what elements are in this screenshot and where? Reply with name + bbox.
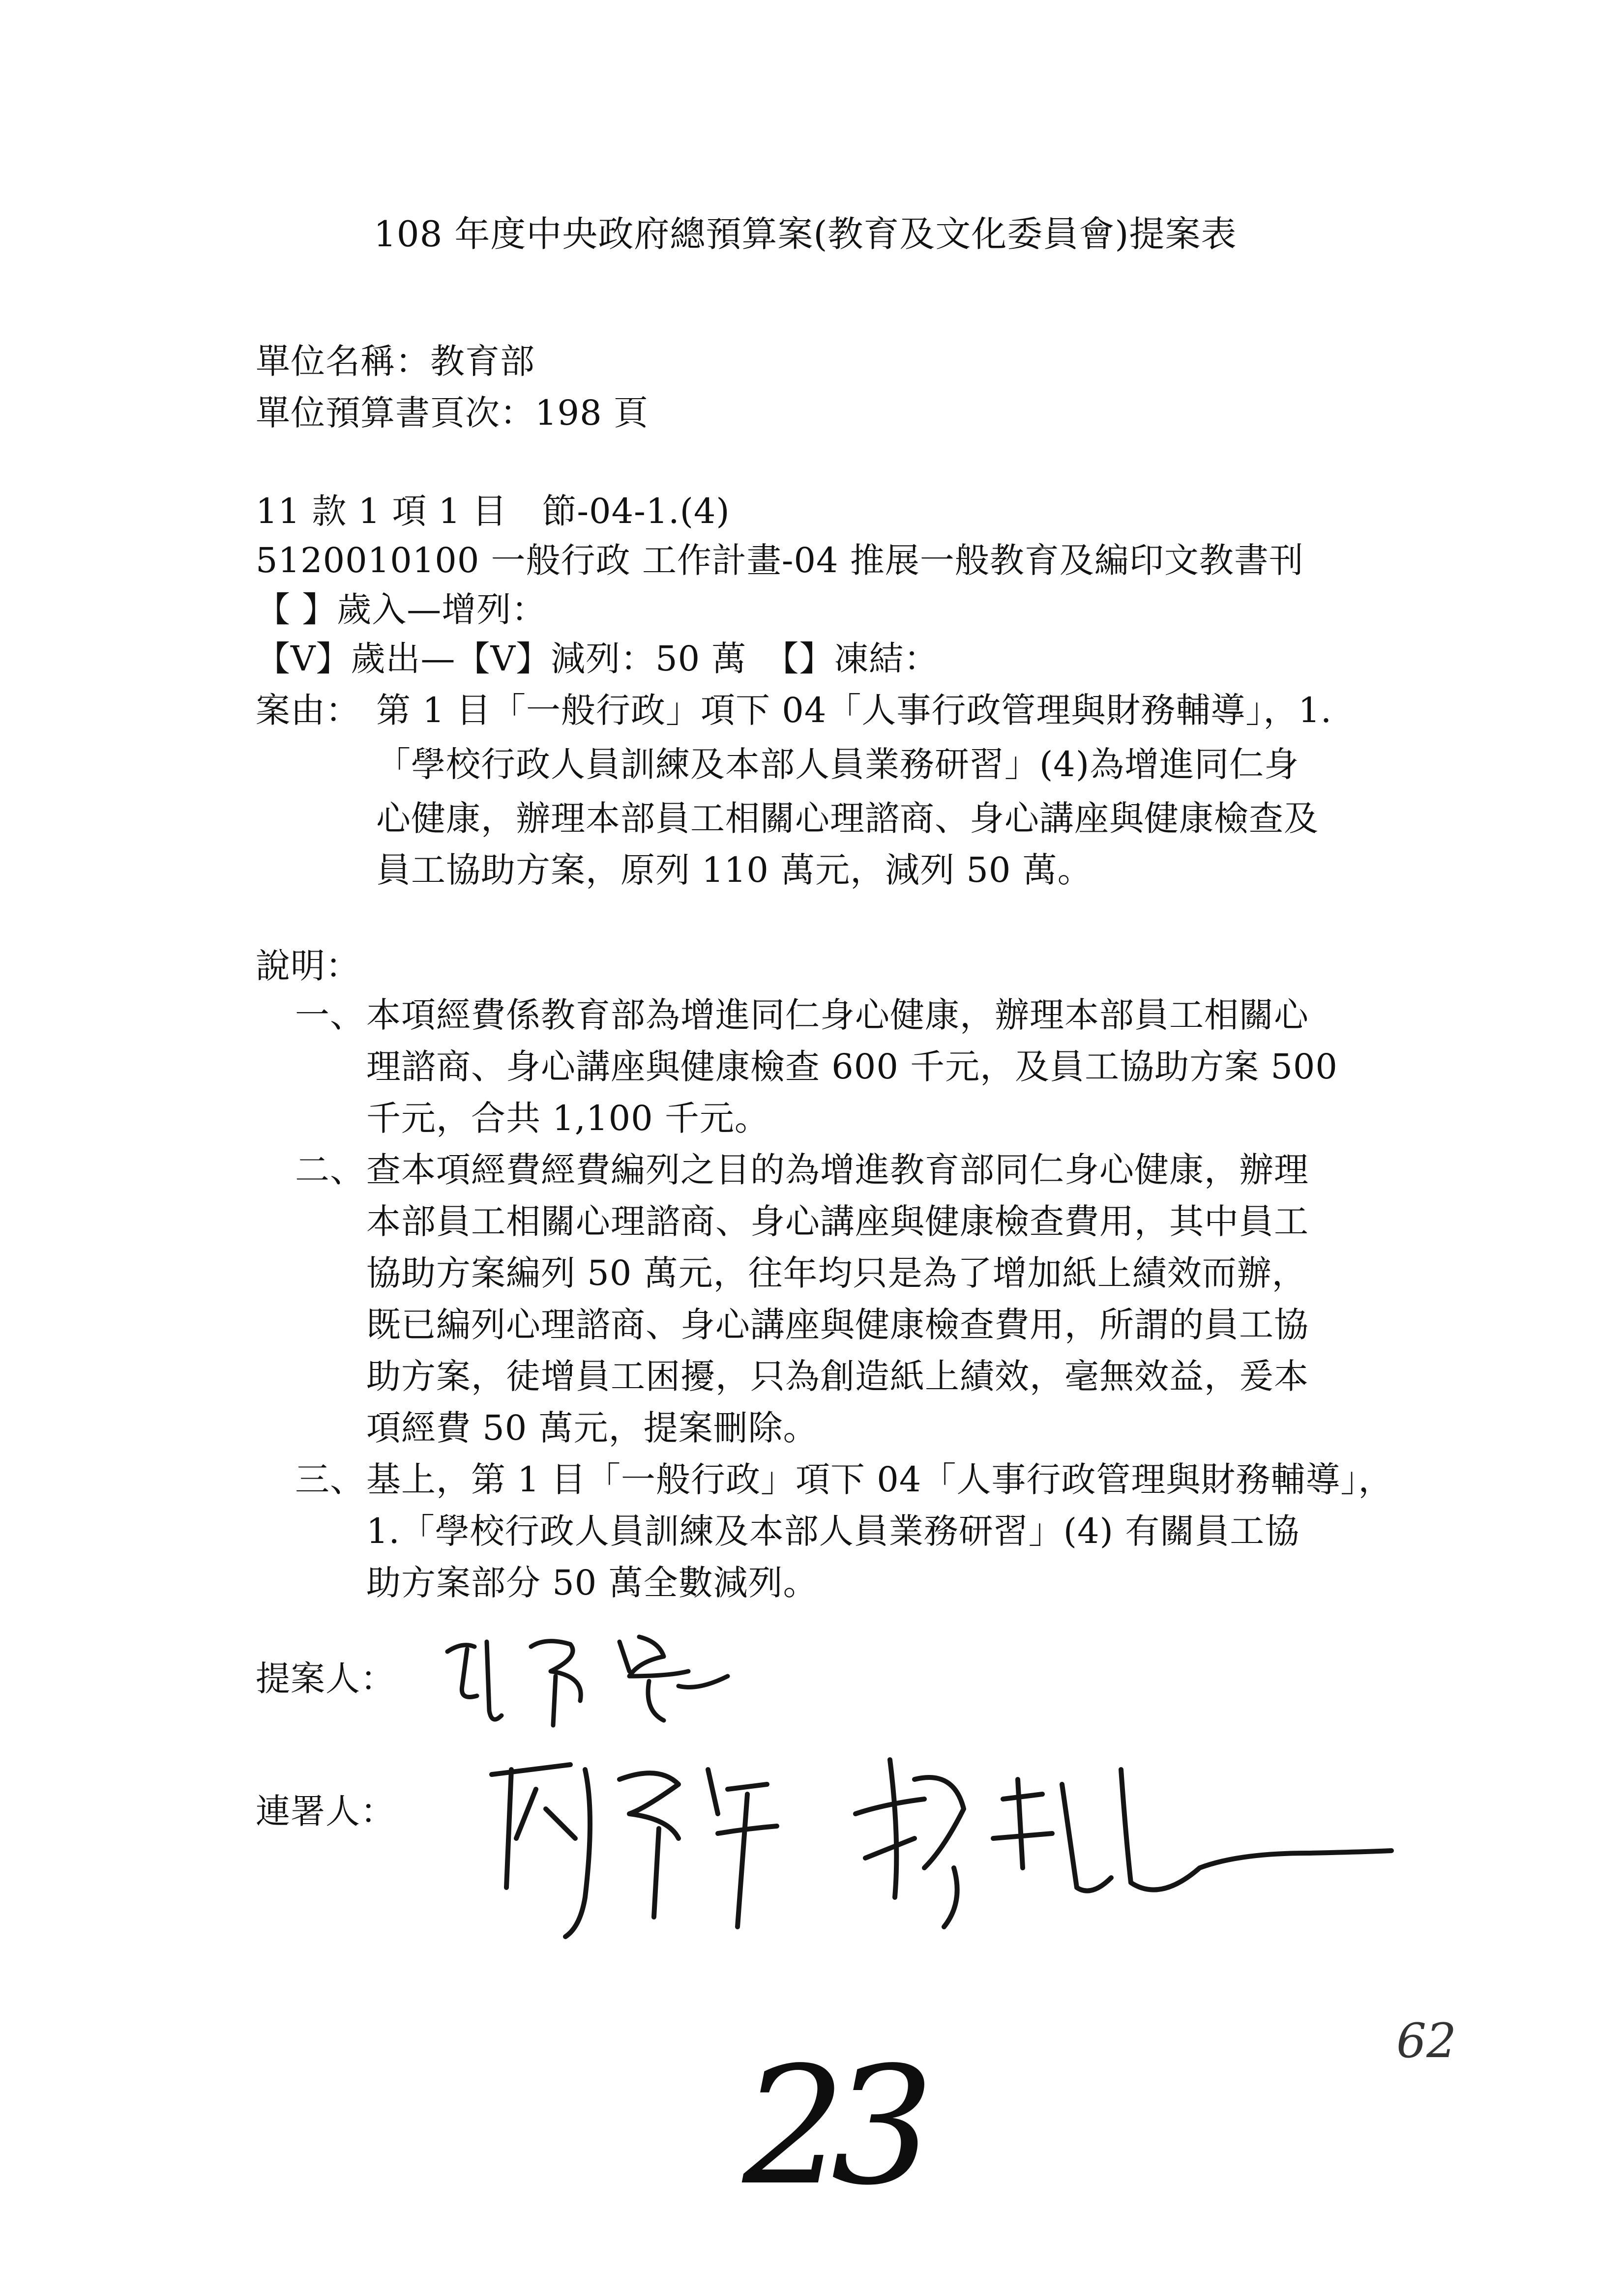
unit-name: 單位名稱：教育部 (256, 341, 535, 381)
svg-text:62: 62 (1396, 2013, 1457, 2068)
budget-page-reference: 單位預算書頁次：198 頁 (256, 393, 649, 433)
svg-text:23: 23 (742, 2032, 919, 2221)
explanation-item-line: 助方案部分 50 萬全數減列。 (366, 1563, 818, 1603)
explanation-item-marker: 二、 (295, 1150, 365, 1190)
cosigner-signatures (472, 1740, 1455, 1976)
handwritten-item-number (738, 2025, 954, 2221)
case-line: 員工協助方案，原列 110 萬元，減列 50 萬。 (376, 850, 1093, 890)
explanation-item-marker: 三、 (295, 1459, 365, 1500)
explanation-item-line: 助方案，徒增員工困擾，只為創造紙上績效，毫無效益，爰本 (366, 1356, 1309, 1396)
proposer-label: 提案人： (256, 1658, 395, 1699)
explanation-label: 說明： (256, 946, 360, 986)
handwritten-page-number (1391, 2010, 1475, 2069)
explanation-item-line: 協助方案編列 50 萬元，往年均只是為了增加紙上績效而辦， (366, 1253, 1307, 1293)
section-code: 11 款 1 項 1 目 節-04-1.(4) (256, 491, 730, 531)
explanation-item-line: 既已編列心理諮商、身心講座與健康檢查費用，所謂的員工協 (366, 1305, 1309, 1345)
work-plan: 5120010100 一般行政 工作計畫-04 推展一般教育及編印文教書刊 (256, 540, 1304, 581)
document-title: 108 年度中央政府總預算案(教育及文化委員會)提案表 (374, 213, 1237, 255)
explanation-item-line: 項經費 50 萬元，提案刪除。 (366, 1408, 818, 1448)
explanation-item-marker: 一、 (295, 995, 365, 1035)
explanation-item-line: 基上，第 1 目「一般行政」項下 04「人事行政管理與財務輔導」， (366, 1459, 1393, 1500)
explanation-item-line: 千元，合共 1,100 千元。 (366, 1098, 769, 1138)
case-line: 「學校行政人員訓練及本部人員業務研習」(4)為增進同仁身 (376, 744, 1299, 785)
cosigner-label: 連署人： (256, 1791, 395, 1831)
explanation-item-line: 本部員工相關心理諮商、身心講座與健康檢查費用，其中員工 (366, 1201, 1309, 1242)
explanation-item-line: 理諮商、身心講座與健康檢查 600 千元，及員工協助方案 500 (366, 1046, 1338, 1087)
expenditure-line: 【V】歲出—【V】減列：50 萬 【】凍結： (256, 639, 939, 679)
revenue-line: 【 】歲入—增列： (256, 589, 547, 630)
explanation-item-line: 1.「學校行政人員訓練及本部人員業務研習」(4) 有關員工協 (366, 1511, 1300, 1551)
case-label: 案由： (256, 690, 360, 730)
case-line: 第 1 目「一般行政」項下 04「人事行政管理與財務輔導」，1. (376, 690, 1332, 730)
proposer-signature (433, 1612, 747, 1735)
explanation-item-line: 查本項經費經費編列之目的為增進教育部同仁身心健康，辦理 (366, 1150, 1309, 1190)
case-line: 心健康，辦理本部員工相關心理諮商、身心講座與健康檢查及 (376, 798, 1319, 839)
explanation-item-line: 本項經費係教育部為增進同仁身心健康，辦理本部員工相關心 (366, 995, 1309, 1035)
